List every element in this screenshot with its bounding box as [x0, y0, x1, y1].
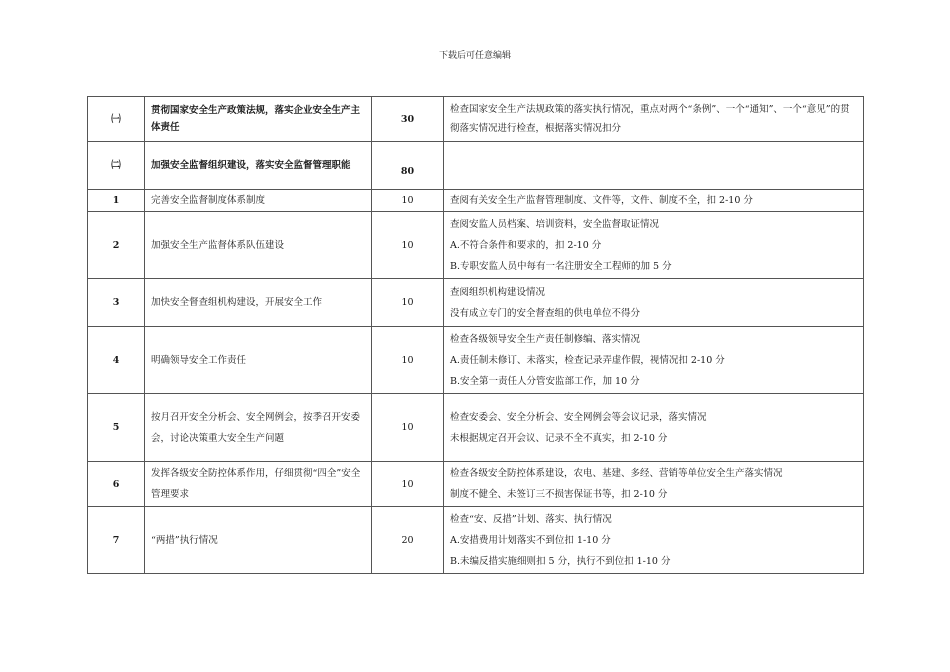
criteria-line: 查阅组织机构建设情况 — [450, 286, 546, 298]
row-criteria — [444, 190, 864, 212]
criteria-line: 未根据规定召开会议、记录不全不真实，扣 2-10 分 — [450, 432, 668, 444]
row-item: 按月召开安全分析会、安全网例会，按季召开安委会，讨论决策重大安全生产问题 — [145, 394, 372, 462]
criteria-line: A.责任制未修订、未落实，检查记录弄虚作假，视情况扣 2-10 分 — [450, 354, 725, 366]
row-item: 贯彻国家安全生产政策法规，落实企业安全生产主体责任 — [145, 97, 372, 142]
row-score: 20 — [372, 507, 444, 574]
criteria-line: 检查各级安全防控体系建设，农电、基建、多经、营销等单位安全生产落实情况 — [450, 468, 783, 479]
row-criteria — [444, 97, 864, 142]
row-number: 6 — [88, 462, 145, 507]
criteria-line: 检查安委会、安全分析会、安全网例会等会议记录，落实情况 — [450, 411, 707, 423]
criteria-line: A.不符合条件和要求的，扣 2-10 分 — [450, 239, 602, 251]
criteria-line: 检查“安、反措”计划、落实、执行情况 — [450, 513, 612, 525]
criteria-line: 没有成立专门的安全督查组的供电单位不得分 — [450, 307, 641, 319]
evaluation-table — [87, 96, 864, 574]
row-number: 7 — [88, 507, 145, 574]
row-item: 加强安全生产监督体系队伍建设 — [145, 212, 372, 279]
row-score: 10 — [372, 212, 444, 279]
row-item: “两措”执行情况 — [145, 507, 372, 574]
criteria-line: 制度不健全、未签订三不损害保证书等，扣 2-10 分 — [450, 489, 668, 500]
criteria-line: 检查国家安全生产法规政策的落实执行情况，重点对两个“条例”、一个“通知”、一个“意见”的贯彻落实情况进行检查，根据落实情况扣分 — [450, 104, 850, 134]
row-score: 10 — [372, 462, 444, 507]
row-score: 30 — [372, 97, 444, 142]
table-row — [88, 394, 864, 462]
row-criteria — [444, 142, 864, 190]
row-number: ㈡ — [88, 142, 145, 190]
row-score: 10 — [372, 327, 444, 394]
criteria-line: B.专职安监人员中每有一名注册安全工程师的加 5 分 — [450, 260, 672, 272]
page-header: 下载后可任意编辑 — [438, 51, 511, 61]
table-row — [88, 462, 864, 507]
criteria-line: B.安全第一责任人分管安监部工作，加 10 分 — [450, 375, 640, 387]
row-number: 4 — [88, 327, 145, 394]
table-row — [88, 279, 864, 327]
row-score: 80 — [372, 142, 444, 190]
row-score: 10 — [372, 394, 444, 462]
row-number: 3 — [88, 279, 145, 327]
criteria-line: A.安措费用计划落实不到位扣 1-10 分 — [450, 534, 611, 546]
criteria-line: 查阅安监人员档案、培训资料，安全监督取证情况 — [450, 218, 660, 230]
table-row — [88, 97, 864, 142]
row-number: 5 — [88, 394, 145, 462]
criteria-line: 查阅有关安全生产监督管理制度、文件等，文件、制度不全，扣 2-10 分 — [450, 195, 753, 206]
table-row — [88, 507, 864, 574]
row-item: 明确领导安全工作责任 — [145, 327, 372, 394]
row-criteria — [444, 327, 864, 394]
table-row — [88, 212, 864, 279]
row-number: 1 — [88, 190, 145, 212]
criteria-line: B.未编反措实施细则扣 5 分，执行不到位扣 1-10 分 — [450, 555, 671, 567]
table-row — [88, 142, 864, 190]
row-score: 10 — [372, 190, 444, 212]
row-item: 完善安全监督制度体系制度 — [145, 190, 372, 212]
criteria-line: 检查各级领导安全生产责任制修编、落实情况 — [450, 333, 641, 345]
row-number: 2 — [88, 212, 145, 279]
row-item: 加强安全监督组织建设，落实安全监督管理职能 — [145, 142, 372, 190]
table-row — [88, 327, 864, 394]
row-score: 10 — [372, 279, 444, 327]
row-criteria — [444, 507, 864, 574]
row-number: ㈠ — [88, 97, 145, 142]
table-row — [88, 190, 864, 212]
row-criteria — [444, 462, 864, 507]
row-criteria — [444, 394, 864, 462]
row-criteria — [444, 212, 864, 279]
row-item: 加快安全督查组机构建设，开展安全工作 — [145, 279, 372, 327]
row-criteria — [444, 279, 864, 327]
row-item: 发挥各级安全防控体系作用，仔细贯彻“四全”安全管理要求 — [145, 462, 372, 507]
